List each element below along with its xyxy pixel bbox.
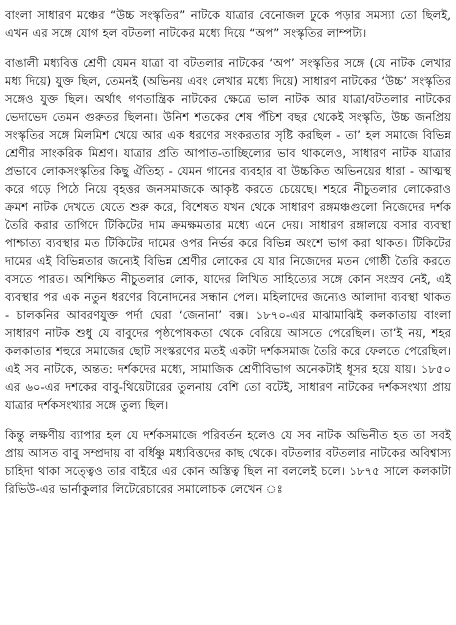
paragraph-intro: বাংলা সাধারণ মঞ্চের “উচ্চ সংস্কৃতির” নাটকে যাত্রার বেনোজল ঢুকে পড়ার সমস্যা তো ছিলই, এখন এর সঙ্গে যোগ হল বটতলা নাটকের মধ্যে দিয়ে “অপ” সংস্কৃতির লাম্পট্য।	[5, 8, 451, 40]
paragraph-closing: কিন্তু লক্ষণীয় ব্যাপার হল যে দর্শকসমাজে পরিবর্তন হলেও যে সব নাটক অভিনীত হত তা সবই প্রায় আসত বাবু সম্প্রদায় বা বর্ধিষ্ণু মধ্যবিত্তদের কাছ থেকে। বটতলার বটতলার নাটকের অবিশ্বাস্য চাহিদা থাকা সত্ত্বেও তার বাইরে এর কোন অস্তিত্ব ছিল না বললেই চলে। ১৮৭৫ সালে কলকাটা রিভিউ-এর ভার্নাকুলার লিটেরেচারের সমালোচক লেখেন ঃ	[5, 428, 451, 496]
paragraph-main: বাঙালী মধ্যবিত্ত শ্রেণী যেমন যাত্রা বা বটতলার নাটকের ‘অপ’ সংস্কৃতির সঙ্গে (যে নাটক লেখার মধ্য দিয়ে) যুক্ত ছিল, তেমনই (অভিনয় এবং লেখার মধ্যে দিয়ে) সাধারণ নাটকের ‘উচ্চ’ সংস্কৃতির সঙ্গেও যুক্ত ছিল। অর্থাৎ গণতান্ত্রিক নাটকের ক্ষেত্রে ভাল নাটক আর যাত্রা/বটতলার নাটকের ভেদাভেদ তেমন গুরুতর ছিলনা। উনিশ শতকের শেষ পঁচিশ বছর থেকেই সংস্কৃতি, উচ্চ জনপ্রিয় সংস্কৃতির সঙ্গে মিলমিশ খেয়ে আর এক ধরণের সংকরতার সৃষ্টি করছিল - তা’ হল সমাজে বিভিন্ন শ্রেণীর সাংকরিক মিশ্রণ। যাত্রার প্রতি আপাত-তাচ্ছিল্যের ভাব থাকলেও, সাধারণ নাটক যাত্রার প্রভাবে লোকসংস্কৃতির কিছু ঐতিহ্য - যেমন গানের ব্যবহার বা উচ্চকিত অভিনয়ের ধারা - আত্মস্থ করে গড়ে পিঠে নিয়ে বৃহত্তর জনসমাজকে আকৃষ্ট করতে চেয়েছে। শহরে নীচুতলার লোকেরাও ক্রমশ নাটক দেখতে যেতে শুরু করে, বিশেষত যখন থেকে সাধারণ রঙ্গমঞ্চগুলো নিজেদের দর্শক তৈরি করার তাগিদে টিকিটের দাম ক্রমক্ষমতার মধ্যে এনে দেয়। সাধারণ রঙ্গালয়ে বসার ব্যবস্থা পাশ্চাত্য ব্যবস্থার মত টিকিটের দামের ওপর নির্ভর করে বিভিন্ন অংশে ভাগ করা থাকত। টিকিটের দামের এই বিভিন্নতার জন্যেই বিভিন্ন শ্রেণীর লোকের যে যার নিজেদের মতন গোষ্ঠী তৈরি করতে বসতে পারত। অশিক্ষিত নীচুতলার লোক, যাদের লিখিত সাহিত্যের সঙ্গে কোন সংস্রব নেই, এই ব্যবস্থার পর এক নতুন ধরণের বিনোদনের সন্ধান পেল। মহিলাদের জন্যেও আলাদা ব্যবস্থা থাকত - চালকনির আবরণযুক্ত পর্দা ঘেরা ‘জেনানা’ বক্স। ১৮৭০-এর মাঝামাঝিই কলকাতায় বাংলা সাধারণ নাটক শুধু যে বাবুদের পৃষ্ঠপোষকতা থেকে বেরিয়ে আসতে পেরেছিল। তা’ই নয়, শহর কলকাতার শহুরে সমাজের ছোট সংস্করণের মতই একটা দর্শকসমাজ তৈরি করে ফেলতে পেরেছিল। এই সব নাটকে, অন্তত: দর্শকদের মধ্যে, সামাজিক শ্রেণীবিভাগ অনেকটাই ধূসর হয়ে যায়। ১৮৫০ এর ৬০-এর দশকের বাবু-থিয়েটারের তুলনায় বেশি তো বটেই, সাধারণ নাটকের দর্শকসংখ্যা প্রায় যাত্রার দর্শকসংখ্যার সঙ্গে তুল্য ছিল।	[5, 56, 451, 412]
